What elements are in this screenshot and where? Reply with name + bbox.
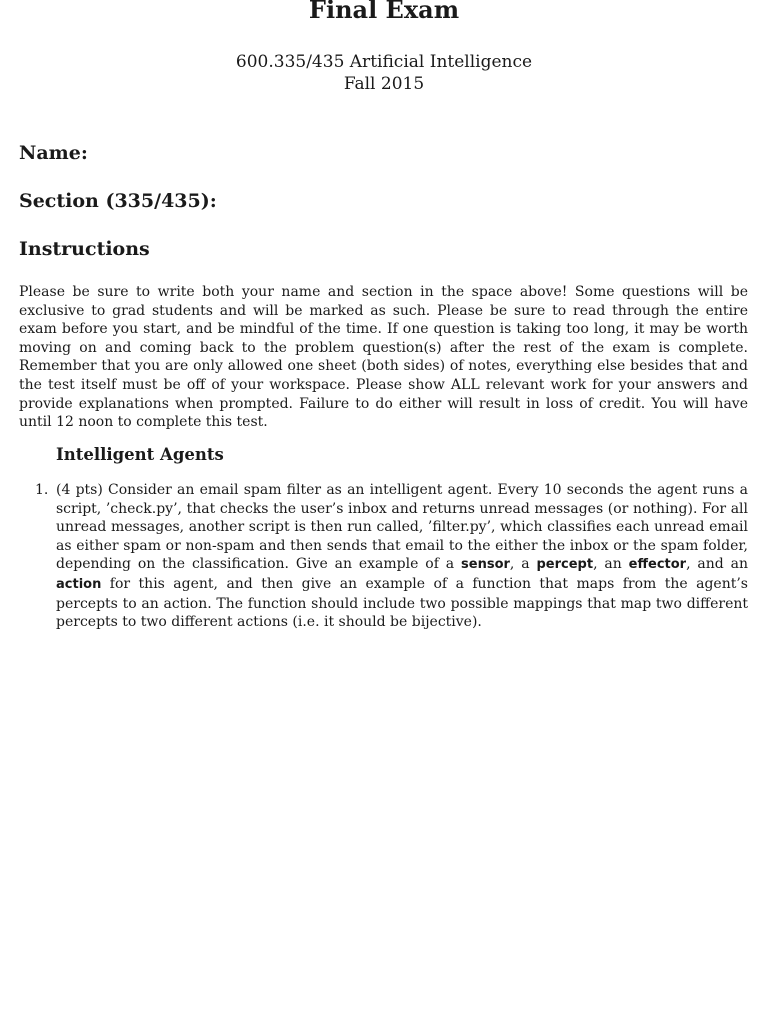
keyword-action: action bbox=[56, 576, 102, 592]
exam-term: Fall 2015 bbox=[343, 74, 425, 94]
question-text-part: for this agent, and then give an example of a function that maps from the agent’s percepts to an action. The function should include two possible mappings that map two different percepts to two different actions (i.e. it should be bijective). bbox=[56, 575, 748, 631]
question-number: 1. bbox=[35, 482, 49, 498]
section-label: Section (335/435): bbox=[19, 190, 217, 212]
instructions-body: Please be sure to write both your name and section in the space above! Some questions will be exclusive to grad students and will be marked as such. Please be sure to read through the entire exam before you start, and be mindful of the time. If one question is taking too long, it may be worth moving on and coming back to the problem question(s) after the rest of the exam is complete. Remember that you are only allowed one sheet (both sides) of notes, everything else besides that and the test itself must be off of your workspace. Please show ALL relevant work for your answers and provide explanations when prompted. Failure to do either will result in loss of credit. You will have until 12 noon to complete this test. bbox=[19, 284, 748, 431]
question-text-part: , and an bbox=[686, 556, 749, 573]
question-text-part: , an bbox=[593, 556, 629, 573]
instructions-heading: Instructions bbox=[19, 238, 150, 260]
keyword-percept: percept bbox=[536, 557, 594, 573]
name-label: Name: bbox=[19, 142, 88, 164]
exam-title: Final Exam bbox=[308, 0, 460, 24]
keyword-sensor: sensor bbox=[461, 557, 510, 573]
keyword-effector: effector bbox=[628, 557, 687, 573]
course-name: 600.335/435 Artificial Intelligence bbox=[235, 52, 533, 72]
question-text bbox=[56, 481, 748, 632]
question-text-part: (4 pts) Consider an email spam filter as an intelligent agent. Every 10 seconds the agent runs a script, ’check.py’, that checks the user’s inbox and returns unread messages (or nothing). For all unread messages, another script is then run called, ’filter.py’, which classifies each unread email as either spam or non-spam and then sends that email to the either the inbox or the spam folder, depending on the classification. Give an example of a bbox=[56, 482, 748, 573]
intelligent-agents-heading: Intelligent Agents bbox=[56, 445, 224, 464]
question-text-part: , a bbox=[509, 556, 537, 573]
